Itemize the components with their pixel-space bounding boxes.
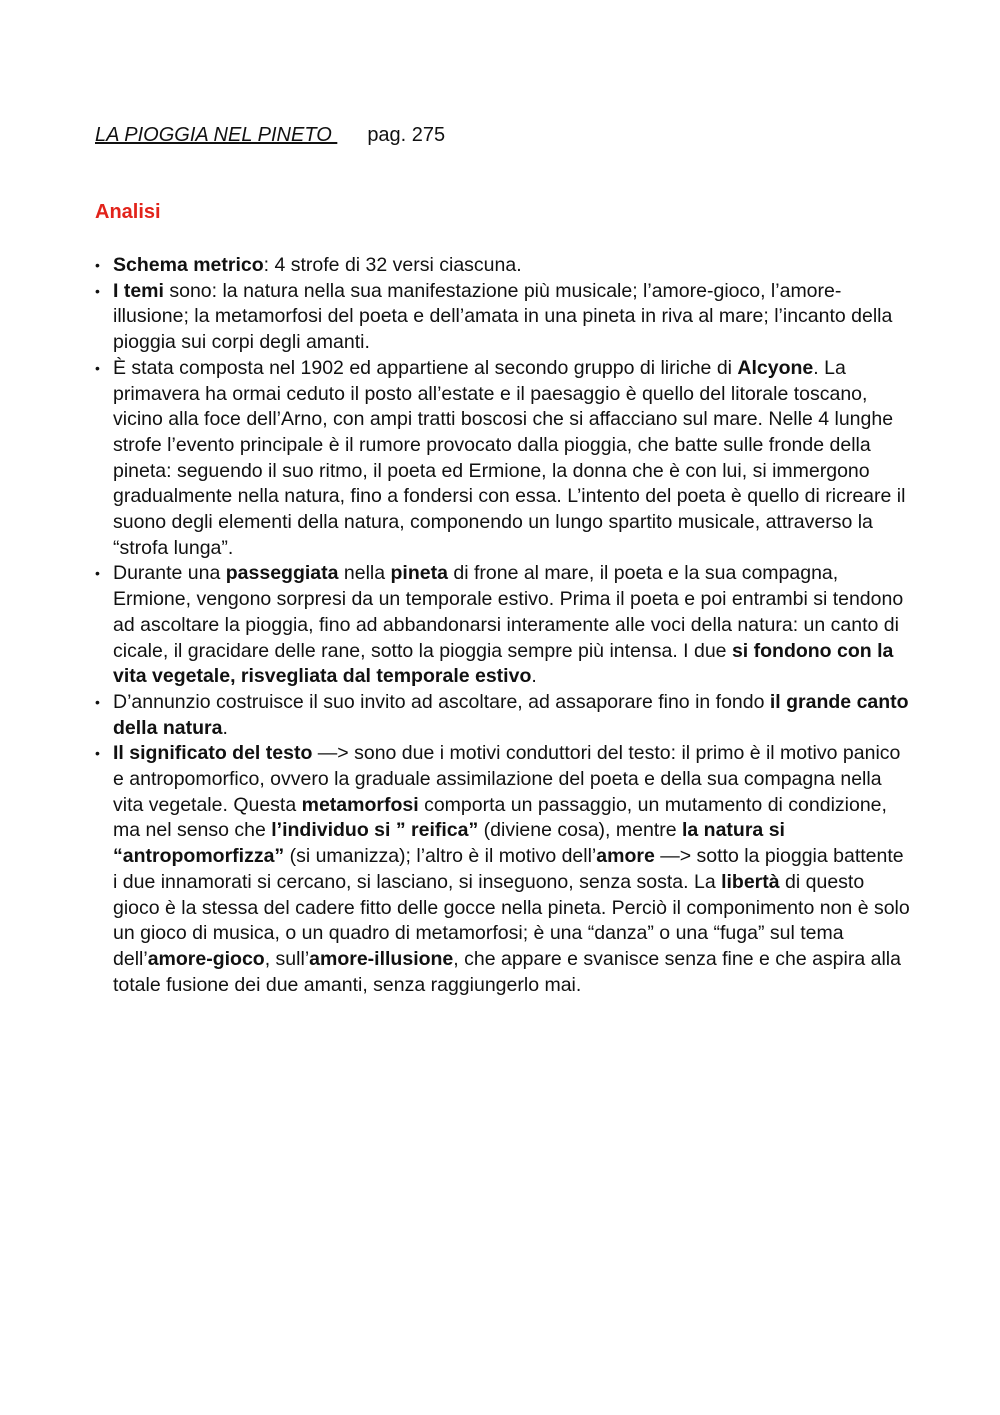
- bold-text: metamorfosi: [301, 793, 419, 816]
- poem-title: LA PIOGGIA NEL PINETO: [95, 124, 338, 146]
- bold-text: si fondono con la vita vegetale, risvegliata dal temporale estivo: [113, 639, 894, 688]
- bold-text: amore: [596, 845, 655, 868]
- document-title-line: [95, 122, 445, 148]
- bold-text: passeggiata: [225, 562, 339, 585]
- list-item: [95, 253, 910, 279]
- analysis-list: [95, 253, 910, 998]
- body-text: —> sono due i motivi conduttori del testo: il primo è il motivo panico e antropomorfico, ovvero la graduale assimilazione del poeta e della sua compagna nella vita vegetale. Questa: [113, 742, 901, 816]
- bold-text: amore-gioco: [147, 947, 265, 970]
- bold-text: Schema metrico: [113, 254, 264, 276]
- bold-text: amore-illusione: [309, 947, 454, 970]
- bold-text: I temi: [113, 279, 164, 302]
- body-text: , che appare e svanisce senza fine e che aspira alla totale fusione dei due amanti, senza raggiungerlo mai.: [113, 947, 901, 996]
- bullet-icon: •: [95, 282, 100, 299]
- body-text: comporta un passaggio, un mutamento di condizione, ma nel senso che: [113, 793, 887, 842]
- body-text: di frone al mare, il poeta e la sua compagna, Ermione, vengono sorpresi da un temporale estivo. Prima il poeta e poi entrambi si tendono ad ascoltare la pioggia, fino ad abbandonarsi interamente alle voci della natura: un canto di cicale, il gracidare delle rane, sotto la pioggia sempre più intensa. I due: [113, 562, 904, 662]
- body-text: D’annunzio costruisce il suo invito ad ascoltare, ad assaporare fino in fondo: [113, 690, 770, 713]
- list-item: [95, 356, 910, 562]
- body-text: . La primavera ha ormai ceduto il posto all’estate e il paesaggio è quello del litorale toscano, vicino alla foce dell’Arno, con ampi tratti boscosi che si affacciano sul mare. Nelle 4 lunghe strofe l’evento principale è il rumore provocato dalla pioggia, che batte sulle fronde della pineta: seguendo il suo ritmo, il poeta ed Ermione, la donna che è con lui, si immergono gradualmente nella natura, fino a fondersi con essa. L’intento del poeta è quello di ricreare il suono degli elementi della natura, componendo un lungo spartito musicale, attraverso la “strofa lunga”.: [113, 356, 906, 559]
- body-text: (si umanizza); l’altro è il motivo dell’: [284, 845, 597, 868]
- bullet-icon: •: [95, 565, 100, 582]
- body-text: —> sotto la pioggia battente i due innamorati si cercano, si lasciano, si inseguono, senza sosta. La: [113, 845, 904, 893]
- list-item: [95, 741, 910, 998]
- bold-text: il grande canto della natura: [113, 690, 909, 739]
- body-text: , sull’: [264, 947, 310, 970]
- bold-text: Alcyone: [737, 356, 814, 379]
- body-text: .: [531, 665, 537, 688]
- body-text: .: [222, 716, 228, 739]
- bold-text: Il significato del testo: [113, 742, 313, 765]
- list-item: [95, 561, 910, 690]
- bold-text: pineta: [390, 562, 448, 585]
- bullet-icon: •: [95, 257, 100, 273]
- body-text: sono: la natura nella sua manifestazione più musicale; l’amore-gioco, l’amore-illusione; la metamorfosi del poeta e dell’amata in una pineta in riva al mare; l’incanto della pioggia sui corpi degli amanti.: [113, 279, 893, 354]
- list-item: [95, 279, 910, 356]
- body-text: : 4 strofe di 32 versi ciascuna.: [263, 254, 522, 276]
- list-item: [95, 690, 910, 741]
- bold-text: la natura si “antropomorfizza”: [113, 819, 785, 868]
- bold-text: l’individuo si ” reifica”: [271, 819, 479, 842]
- body-text: nella: [338, 562, 391, 585]
- bold-text: libertà: [721, 870, 780, 893]
- bullet-icon: •: [95, 745, 100, 762]
- section-heading-analisi: Analisi: [95, 201, 161, 223]
- body-text: di questo gioco è la stessa del cadere fitto delle gocce nella pineta. Perciò il componimento non è solo un gioco di musica, o un quadro di metamorfosi; è una “danza” o una “fuga” sul tema dell’: [113, 870, 910, 970]
- body-text: Durante una: [113, 562, 226, 585]
- bullet-icon: •: [95, 359, 100, 376]
- bullet-icon: •: [95, 693, 100, 710]
- page-reference: pag. 275: [367, 124, 446, 146]
- body-text: È stata composta nel 1902 ed appartiene al secondo gruppo di liriche di: [113, 356, 738, 379]
- body-text: (diviene cosa), mentre: [478, 819, 682, 842]
